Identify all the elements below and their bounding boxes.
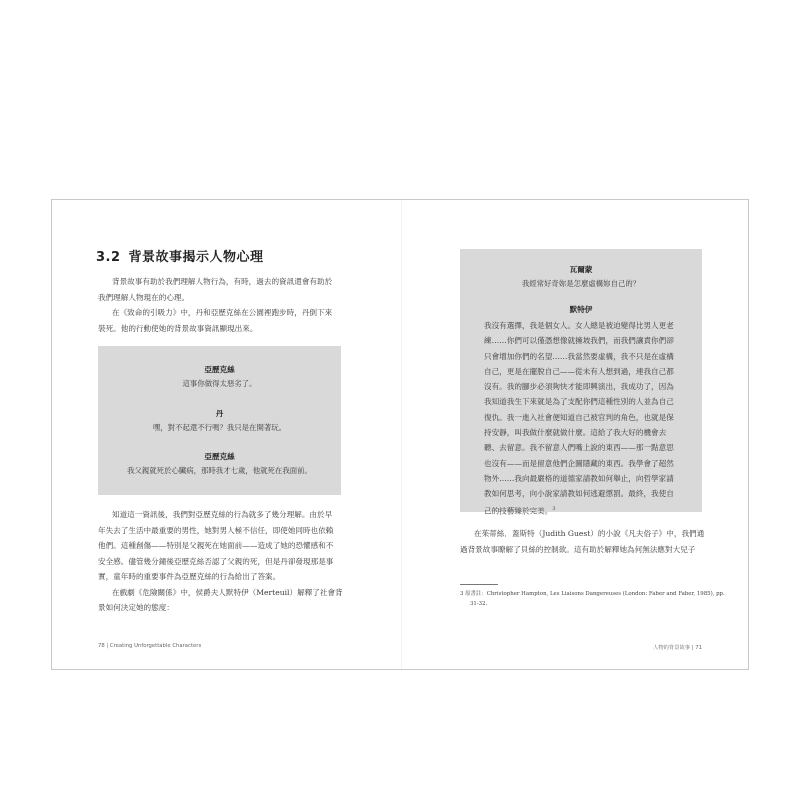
- text-line: 復仇。我一進入社會便知道自己被官判的角色，也就是保: [484, 412, 674, 422]
- text-line: 物外……我向最嚴格的道德家請教如何舉止，向哲學家請: [484, 473, 674, 483]
- text-line: 沒有。我的腳步必須夠快才能即興演出，我成功了，因為: [484, 382, 674, 392]
- text-line: 安全感。儘管幾分鐘後亞歷克絲否認了父親的死，但是丹卻發現那是事: [98, 556, 334, 566]
- text-line: 聽、去留意。我不留意人們嘴上說的東西——那一點意思: [484, 443, 674, 453]
- footnote-line: 31-32.: [470, 601, 488, 607]
- text-line: [484, 502, 674, 519]
- right-folio: 人物的背景故事 | 71: [653, 645, 702, 651]
- text-line: 實，童年時的重要事件為亞歷克絲的行為給出了答案。: [98, 572, 281, 581]
- text-line: 景如何決定她的態度：: [98, 603, 174, 612]
- text-line: 只會增加你們的名望……我當然要虛構，我不只是在虛構: [484, 351, 674, 361]
- analysis-paragraph: [98, 507, 343, 616]
- intro-paragraph: [98, 274, 332, 336]
- text-line: 在茱蒂絲．蓋斯特（Judith Guest）的小說《凡夫俗子》中，我們通: [474, 529, 705, 538]
- section-title: 背景故事揭示人物心理: [128, 250, 264, 265]
- text-line: 知道這一資訊後，我們對亞歷克絲的行為就多了幾分理解。由於早: [112, 510, 333, 519]
- section-heading: [96, 246, 264, 265]
- speaker-name: 默特伊: [569, 305, 593, 314]
- right-body-paragraph: [460, 526, 704, 557]
- text-line: 練……你們可以僅憑想像就擁坡我們，而我們讓責你們卻: [484, 336, 674, 346]
- speaker-name: 亞歷克絲: [204, 452, 235, 461]
- text-line: 持安靜，叫我做什麼就做什麼。這給了我大好的機會去: [484, 428, 667, 438]
- speaker-name: 亞歷克絲: [204, 365, 235, 374]
- section-number: 3.2: [96, 250, 121, 265]
- text-line: 裝死。他的行動使她的背景故事資訊顯現出來。: [98, 323, 258, 333]
- footnote-rule: [460, 584, 498, 585]
- text-line: 背景故事有助於我們理解人物行為，有時，過去的資訊還會有助於: [112, 277, 333, 286]
- monologue: [484, 318, 674, 518]
- speaker-name: 丹: [215, 409, 224, 418]
- left-folio: 78 | Creating Unforgettable Characters: [98, 643, 202, 649]
- dialogue-line: 我經常好奇妳是怎麼虛構妳自己的？: [521, 279, 641, 288]
- text-line: 年失去了生活中最重要的男性，她對男人極不信任，即使她同時也依賴: [98, 525, 334, 535]
- footnote-line: 3 原書註：Christopher Hampton, Les Liaisons Dangereuses (London: Faber and Faber, 1985), pp.: [460, 591, 725, 597]
- dialogue-box-left: [98, 346, 341, 495]
- text-line: 也沒有——而是留意他們企圖隱藏的東西。我學會了超然: [484, 458, 674, 468]
- text-line: 過背景故事瞭解了貝絲的控制欲。這有助於解釋她為何無法應對大兒子: [460, 544, 696, 554]
- text-line: 教如何思考，向小說家請教如何逃避懲罰。最終，我使自: [484, 489, 674, 499]
- dialogue-box-right: [460, 249, 702, 516]
- dialogue-line: 嘿，對不起還不行嗎？我只是在開著玩。: [152, 423, 287, 432]
- text-line: 自己，更是在擺脫自己——從未有人想到過，連我自己都: [484, 366, 674, 376]
- text-line-content: 己的技藝臻於完美。: [484, 506, 553, 516]
- text-line: 在戲劇《危險關係》中，侯爵夫人默特伊（Merteuil）解釋了社會背: [112, 587, 343, 597]
- text-line: 我們理解人物現在的心理。: [98, 292, 190, 302]
- text-line: 在《致命的引吸力》中，丹和亞歷克絲在公園裡跑步時，丹倒下來: [112, 308, 333, 317]
- gutter: [401, 200, 402, 669]
- dialogue-line: 我父親就死於心臟病，那時我才七歲，他就死在我面前。: [127, 466, 312, 475]
- text-line: 他們。這種創傷——特別是父親死在她面前——造成了她的恐懼感和不: [98, 541, 334, 550]
- footnote-marker: 3: [552, 505, 556, 512]
- dialogue-line: 這事你做得太惡劣了。: [182, 379, 257, 388]
- text-line: 我沒有選擇，我是個女人。女人總是被迫變得比男人更老: [484, 321, 674, 330]
- text-line: 我知道我生下來就是為了支配你們這種性別的人並為自己: [484, 397, 674, 407]
- footnote: [460, 589, 725, 609]
- speaker-name: 瓦爾蒙: [569, 265, 593, 274]
